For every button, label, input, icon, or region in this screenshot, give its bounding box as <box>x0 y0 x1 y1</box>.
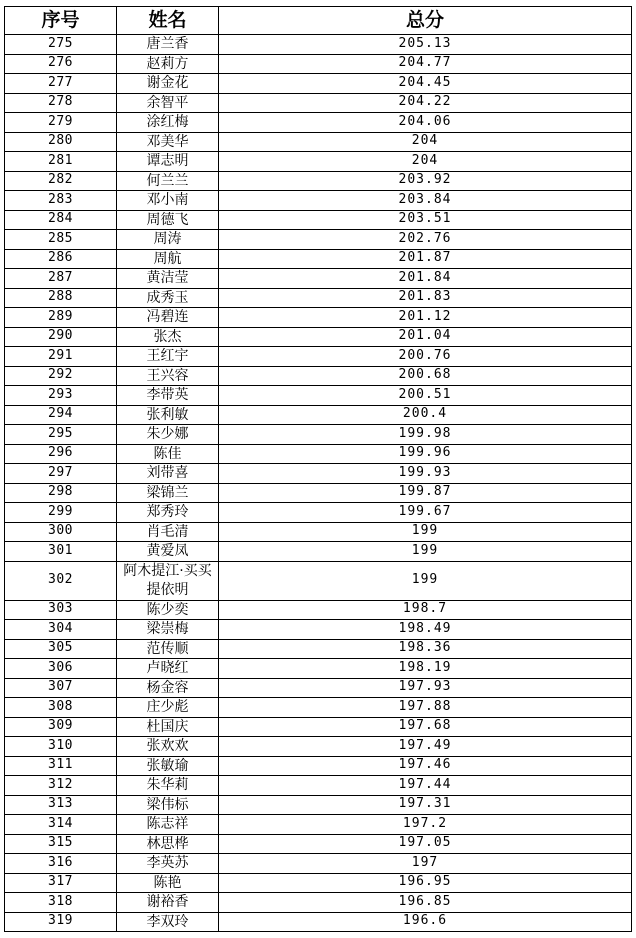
table-row <box>5 444 632 464</box>
row-number-cell: 292 <box>5 366 117 386</box>
row-score-cell: 202.76 <box>219 230 632 250</box>
row-number-cell: 298 <box>5 483 117 503</box>
table-row <box>5 230 632 250</box>
row-number-cell: 282 <box>5 171 117 191</box>
table-row <box>5 93 632 113</box>
row-number-cell: 279 <box>5 113 117 133</box>
row-score-cell: 197.68 <box>219 717 632 737</box>
table-row <box>5 347 632 367</box>
row-number-cell: 303 <box>5 600 117 620</box>
row-score-cell: 198.36 <box>219 639 632 659</box>
table-row <box>5 717 632 737</box>
table-row <box>5 425 632 445</box>
row-number-cell: 318 <box>5 893 117 913</box>
row-score-cell: 199 <box>219 542 632 562</box>
row-number-cell: 314 <box>5 815 117 835</box>
row-name-cell: 范传顺 <box>117 639 219 659</box>
row-name-cell: 张敏瑜 <box>117 756 219 776</box>
table-row <box>5 737 632 757</box>
row-score-cell: 196.85 <box>219 893 632 913</box>
row-score-cell: 198.7 <box>219 600 632 620</box>
score-table <box>4 6 632 932</box>
row-name-cell: 梁伟标 <box>117 795 219 815</box>
row-number-cell: 296 <box>5 444 117 464</box>
row-score-cell: 201.83 <box>219 288 632 308</box>
row-name-cell: 何兰兰 <box>117 171 219 191</box>
row-score-cell: 200.51 <box>219 386 632 406</box>
row-score-cell: 197.46 <box>219 756 632 776</box>
row-name-cell: 李英苏 <box>117 854 219 874</box>
row-score-cell: 204.22 <box>219 93 632 113</box>
row-score-cell: 205.13 <box>219 35 632 55</box>
row-name-cell: 冯碧连 <box>117 308 219 328</box>
header-total-score: 总分 <box>219 7 632 35</box>
row-name-cell: 陈少奕 <box>117 600 219 620</box>
table-row <box>5 405 632 425</box>
row-number-cell: 312 <box>5 776 117 796</box>
row-number-cell: 319 <box>5 912 117 932</box>
row-name-cell: 陈志祥 <box>117 815 219 835</box>
table-row <box>5 249 632 269</box>
table-row <box>5 912 632 932</box>
row-score-cell: 203.51 <box>219 210 632 230</box>
row-name-cell: 成秀玉 <box>117 288 219 308</box>
row-score-cell: 200.76 <box>219 347 632 367</box>
row-name-cell: 周航 <box>117 249 219 269</box>
row-score-cell: 199.96 <box>219 444 632 464</box>
row-score-cell: 204 <box>219 132 632 152</box>
row-number-cell: 301 <box>5 542 117 562</box>
table-row <box>5 152 632 172</box>
row-score-cell: 199 <box>219 561 632 600</box>
table-row <box>5 386 632 406</box>
row-score-cell: 197.88 <box>219 698 632 718</box>
row-number-cell: 304 <box>5 620 117 640</box>
table-row <box>5 171 632 191</box>
table-row <box>5 308 632 328</box>
row-name-cell: 陈佳 <box>117 444 219 464</box>
row-score-cell: 199 <box>219 522 632 542</box>
row-name-cell: 杜国庆 <box>117 717 219 737</box>
row-score-cell: 200.68 <box>219 366 632 386</box>
table-row <box>5 191 632 211</box>
row-name-cell: 邓美华 <box>117 132 219 152</box>
row-number-cell: 288 <box>5 288 117 308</box>
row-number-cell: 313 <box>5 795 117 815</box>
row-number-cell: 287 <box>5 269 117 289</box>
table-row <box>5 269 632 289</box>
row-number-cell: 286 <box>5 249 117 269</box>
row-number-cell: 285 <box>5 230 117 250</box>
row-number-cell: 307 <box>5 678 117 698</box>
row-score-cell: 201.04 <box>219 327 632 347</box>
row-name-cell: 肖毛清 <box>117 522 219 542</box>
row-score-cell: 197.2 <box>219 815 632 835</box>
row-number-cell: 283 <box>5 191 117 211</box>
row-number-cell: 302 <box>5 561 117 600</box>
table-row <box>5 542 632 562</box>
row-score-cell: 199.98 <box>219 425 632 445</box>
row-name-cell: 周涛 <box>117 230 219 250</box>
row-number-cell: 291 <box>5 347 117 367</box>
row-name-cell: 庄少彪 <box>117 698 219 718</box>
table-row <box>5 74 632 94</box>
row-name-cell: 陈艳 <box>117 873 219 893</box>
row-name-cell: 王红宇 <box>117 347 219 367</box>
row-score-cell: 199.87 <box>219 483 632 503</box>
row-number-cell: 295 <box>5 425 117 445</box>
table-row <box>5 522 632 542</box>
row-number-cell: 290 <box>5 327 117 347</box>
row-score-cell: 198.49 <box>219 620 632 640</box>
row-number-cell: 294 <box>5 405 117 425</box>
row-number-cell: 293 <box>5 386 117 406</box>
row-name-cell: 朱少娜 <box>117 425 219 445</box>
row-number-cell: 284 <box>5 210 117 230</box>
row-name-cell: 张欢欢 <box>117 737 219 757</box>
row-score-cell: 197 <box>219 854 632 874</box>
row-score-cell: 196.6 <box>219 912 632 932</box>
row-name-cell: 张利敏 <box>117 405 219 425</box>
row-number-cell: 275 <box>5 35 117 55</box>
row-score-cell: 201.87 <box>219 249 632 269</box>
header-row <box>5 7 632 35</box>
table-row <box>5 327 632 347</box>
row-name-cell: 卢晓红 <box>117 659 219 679</box>
row-name-cell: 谢裕香 <box>117 893 219 913</box>
row-score-cell: 201.12 <box>219 308 632 328</box>
table-row <box>5 503 632 523</box>
row-number-cell: 315 <box>5 834 117 854</box>
table-row <box>5 659 632 679</box>
table-row <box>5 54 632 74</box>
table-row <box>5 35 632 55</box>
table-row <box>5 288 632 308</box>
row-score-cell: 197.31 <box>219 795 632 815</box>
row-name-cell: 李带英 <box>117 386 219 406</box>
row-score-cell: 199.67 <box>219 503 632 523</box>
row-name-cell: 黄爱凤 <box>117 542 219 562</box>
table-row <box>5 678 632 698</box>
table-row <box>5 795 632 815</box>
row-number-cell: 277 <box>5 74 117 94</box>
table-row <box>5 815 632 835</box>
row-name-cell: 谭志明 <box>117 152 219 172</box>
row-score-cell: 197.93 <box>219 678 632 698</box>
row-number-cell: 317 <box>5 873 117 893</box>
header-number: 序号 <box>5 7 117 35</box>
row-name-cell: 涂红梅 <box>117 113 219 133</box>
row-score-cell: 201.84 <box>219 269 632 289</box>
row-score-cell: 199.93 <box>219 464 632 484</box>
table-row <box>5 776 632 796</box>
row-score-cell: 197.44 <box>219 776 632 796</box>
table-row <box>5 483 632 503</box>
row-number-cell: 305 <box>5 639 117 659</box>
row-number-cell: 281 <box>5 152 117 172</box>
row-name-cell: 余智平 <box>117 93 219 113</box>
table-row <box>5 620 632 640</box>
table-body <box>5 35 632 932</box>
row-name-cell: 梁锦兰 <box>117 483 219 503</box>
row-name-cell: 刘带喜 <box>117 464 219 484</box>
row-name-cell: 谢金花 <box>117 74 219 94</box>
table-row <box>5 600 632 620</box>
row-number-cell: 310 <box>5 737 117 757</box>
row-name-cell: 黄洁莹 <box>117 269 219 289</box>
row-name-cell: 李双玲 <box>117 912 219 932</box>
row-score-cell: 198.19 <box>219 659 632 679</box>
row-score-cell: 204.45 <box>219 74 632 94</box>
row-name-cell: 朱华莉 <box>117 776 219 796</box>
table-row <box>5 834 632 854</box>
row-number-cell: 316 <box>5 854 117 874</box>
table-row <box>5 113 632 133</box>
row-score-cell: 203.92 <box>219 171 632 191</box>
row-score-cell: 200.4 <box>219 405 632 425</box>
table-row <box>5 756 632 776</box>
row-number-cell: 300 <box>5 522 117 542</box>
row-score-cell: 197.49 <box>219 737 632 757</box>
table-row <box>5 639 632 659</box>
row-score-cell: 196.95 <box>219 873 632 893</box>
table-row <box>5 873 632 893</box>
row-number-cell: 308 <box>5 698 117 718</box>
row-number-cell: 297 <box>5 464 117 484</box>
row-name-cell: 邓小南 <box>117 191 219 211</box>
row-name-cell: 周德飞 <box>117 210 219 230</box>
row-score-cell: 197.05 <box>219 834 632 854</box>
table-row <box>5 854 632 874</box>
table-row <box>5 561 632 600</box>
row-name-cell: 阿木提江·买买提依明 <box>117 561 219 600</box>
table-row <box>5 366 632 386</box>
row-name-cell: 张杰 <box>117 327 219 347</box>
row-name-cell: 赵莉方 <box>117 54 219 74</box>
row-score-cell: 204.06 <box>219 113 632 133</box>
row-number-cell: 276 <box>5 54 117 74</box>
row-number-cell: 299 <box>5 503 117 523</box>
row-name-cell: 梁崇梅 <box>117 620 219 640</box>
row-name-cell: 唐兰香 <box>117 35 219 55</box>
row-number-cell: 289 <box>5 308 117 328</box>
table-row <box>5 893 632 913</box>
row-number-cell: 311 <box>5 756 117 776</box>
row-name-cell: 杨金容 <box>117 678 219 698</box>
table-row <box>5 210 632 230</box>
row-name-cell: 林思桦 <box>117 834 219 854</box>
table-row <box>5 464 632 484</box>
table-row <box>5 698 632 718</box>
row-score-cell: 204 <box>219 152 632 172</box>
row-score-cell: 204.77 <box>219 54 632 74</box>
row-number-cell: 278 <box>5 93 117 113</box>
row-number-cell: 280 <box>5 132 117 152</box>
row-name-cell: 王兴容 <box>117 366 219 386</box>
row-name-cell: 郑秀玲 <box>117 503 219 523</box>
row-score-cell: 203.84 <box>219 191 632 211</box>
row-number-cell: 309 <box>5 717 117 737</box>
header-name: 姓名 <box>117 7 219 35</box>
row-number-cell: 306 <box>5 659 117 679</box>
table-row <box>5 132 632 152</box>
